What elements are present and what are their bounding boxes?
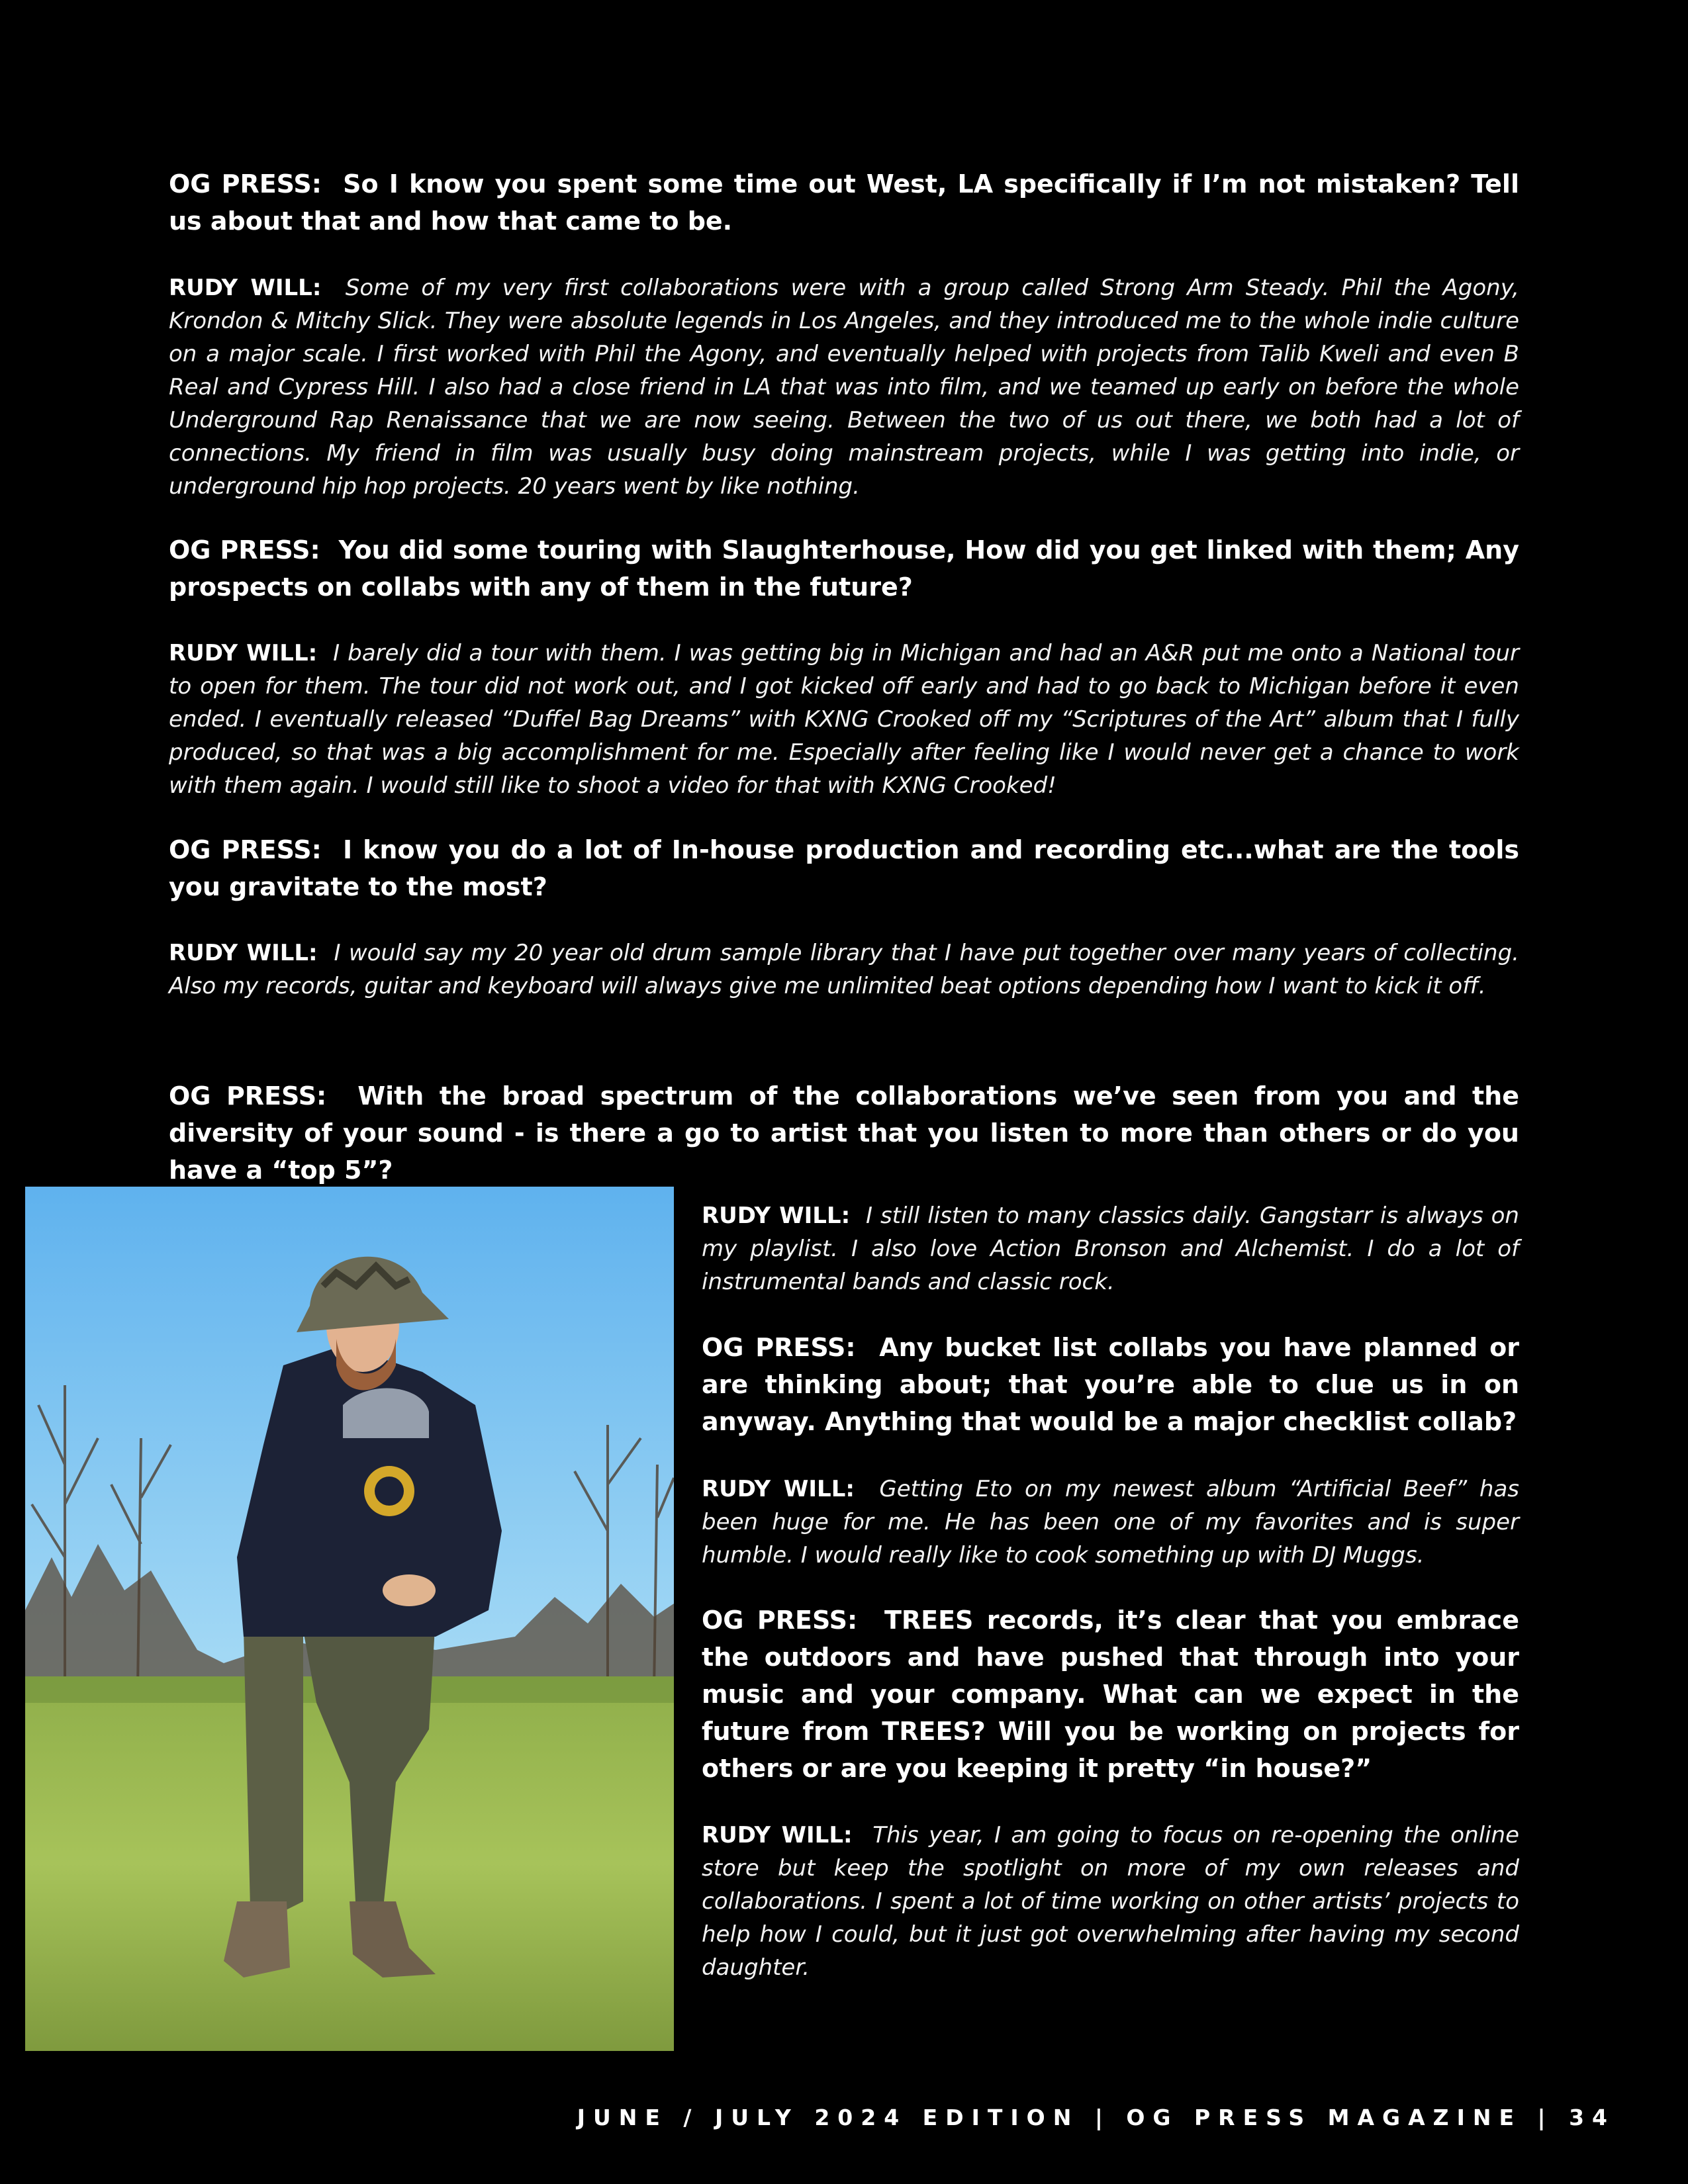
answer-label: RUDY WILL:: [169, 940, 318, 966]
question-label: OG PRESS:: [702, 1606, 858, 1635]
answer-6: [702, 1819, 1519, 1984]
answer-label: RUDY WILL:: [169, 640, 318, 666]
question-2: [169, 531, 1519, 606]
answer-5: [702, 1473, 1519, 1572]
answer-text: I barely did a tour with them. I was getting big in Michigan and had an A&R put me onto a National tour to open for them. The tour did not work out, and I got kicked off early and had to go back to Michigan before it even ended. I eventually released “Duffel Bag Dreams” with KXNG Crooked off my “Scriptures of the Art” album that I fully produced, so that was a big accomplishment for me. Especially after feeling like I would never get a chance to work with them again. I would still like to shoot a video for that with KXNG Crooked!: [169, 640, 1520, 799]
answer-text: This year, I am going to focus on re-opening the online store but keep the spotlight on more of my own releases and collaborations. I spent a lot of time working on other artists’ projects to help how I could, but it just got overwhelming after having my second daughter.: [702, 1822, 1519, 1981]
answer-text: Getting Eto on my newest album “Artificial Beef” has been huge for me. He has been one of my favorites and is super humble. I would really like to cook something up with DJ Muggs.: [702, 1476, 1519, 1569]
answer-1: [169, 271, 1519, 503]
question-3: [169, 831, 1519, 905]
question-label: OG PRESS:: [169, 1081, 327, 1111]
answer-4: [702, 1199, 1519, 1298]
question-label: OG PRESS:: [702, 1333, 856, 1362]
artist-photo: [25, 1187, 674, 2051]
answer-label: RUDY WILL:: [169, 275, 322, 301]
answer-2: [169, 637, 1519, 802]
question-text: TREES records, it’s clear that you embrace the outdoors and have pushed that through into your music and your company. What can we expect in the future from TREES? Will you be working on projects for others or are you keeping it pretty “in house?”: [702, 1606, 1519, 1783]
answer-text: I would say my 20 year old drum sample library that I have put together over many years of collecting. Also my records, guitar and keyboard will always give me unlimited beat options depending how I want to kick it off.: [169, 940, 1519, 999]
question-text: Any bucket list collabs you have planned or are thinking about; that you’re able to clue us in on anyway. Anything that would be a major checklist collab?: [702, 1333, 1519, 1436]
question-label: OG PRESS:: [169, 535, 320, 565]
question-text: I know you do a lot of In-house production and recording etc...what are the tools you gravitate to the most?: [169, 835, 1519, 901]
answer-label: RUDY WILL:: [702, 1203, 851, 1229]
question-label: OG PRESS:: [169, 169, 322, 199]
page-footer: JUNE / JULY 2024 EDITION | OG PRESS MAGAZINE | 34: [577, 2105, 1615, 2130]
answer-3: [169, 936, 1519, 1003]
answer-text: Some of my very first collaborations were with a group called Strong Arm Steady. Phil the Agony, Krondon & Mitchy Slick. They were absolute legends in Los Angeles, and they introduced me to the whole indie culture on a major scale. I first worked with Phil the Agony, and eventually helped with projects from Talib Kweli and even B Real and Cypress Hill. I also had a close friend in LA that was into film, and we teamed up early on before the whole Underground Rap Renaissance that we are now seeing. Between the two of us out there, we both had a lot of connections. My friend in film was usually busy doing mainstream projects, while I was getting into indie, or underground hip hop projects. 20 years went by like nothing.: [169, 275, 1519, 500]
question-text: You did some touring with Slaughterhouse, How did you get linked with them; Any prospects on collabs with any of them in the future?: [169, 535, 1519, 602]
answer-label: RUDY WILL:: [702, 1822, 853, 1848]
question-4: [169, 1077, 1519, 1189]
answer-text: I still listen to many classics daily. Gangstarr is always on my playlist. I also love Action Bronson and Alchemist. I do a lot of instrumental bands and classic rock.: [702, 1203, 1519, 1295]
question-5: [702, 1329, 1519, 1440]
question-1: [169, 165, 1519, 240]
answer-label: RUDY WILL:: [702, 1476, 855, 1502]
question-6: [702, 1602, 1519, 1787]
question-text: So I know you spent some time out West, LA specifically if I’m not mistaken? Tell us about that and how that came to be.: [169, 169, 1519, 236]
question-label: OG PRESS:: [169, 835, 322, 864]
question-text: With the broad spectrum of the collaborations we’ve seen from you and the diversity of your sound - is there a go to artist that you listen to more than others or do you have a “top 5”?: [169, 1081, 1519, 1185]
